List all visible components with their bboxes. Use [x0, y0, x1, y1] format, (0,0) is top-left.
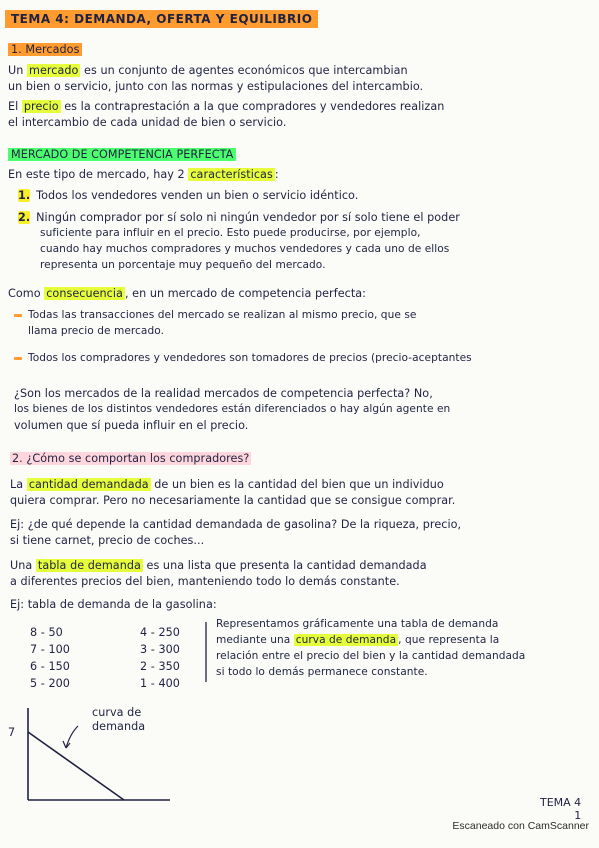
table-note-line3: relación entre el precio del bien y la cantidad demandada [216, 650, 526, 662]
perfect-item-2-line4: representa un porcentaje muy pequeño del mercado. [40, 259, 326, 271]
bullet-dash [14, 357, 22, 360]
highlight-mercado: mercado [29, 64, 79, 77]
perfect-heading [8, 148, 236, 161]
highlight-curva-de-demanda: curva de demanda [295, 634, 397, 646]
table-note-line2 [216, 634, 499, 647]
item-number: 1. [18, 189, 31, 202]
bottom-tema-marker [540, 796, 581, 822]
perfect-item-2-line2: suficiente para influir en el precio. Esto puede producirse, por ejemplo, [40, 227, 421, 239]
text-segment: Un [8, 64, 24, 77]
highlight-precio: precio [23, 100, 59, 113]
item-number: 2. [18, 211, 31, 224]
section2-p1-line1 [10, 478, 444, 491]
perfect-heading-text: MERCADO DE COMPETENCIA PERFECTA [8, 148, 236, 161]
demand-table-col1-row2: 7 - 100 [30, 643, 70, 656]
section2-p2-line1 [10, 559, 427, 572]
text-segment: , que representa la [398, 634, 500, 646]
demand-table-col1-row4: 5 - 200 [30, 677, 70, 690]
highlight-cantidad-demandada: cantidad demandada [28, 478, 149, 491]
text-segment: , en un mercado de competencia perfecta: [124, 287, 366, 300]
demand-curve-svg [0, 688, 180, 803]
demand-table-col1-row3: 6 - 150 [30, 660, 70, 673]
curve-label-line1: curva de [92, 706, 142, 719]
demand-curve-sketch [0, 688, 180, 803]
text-segment: Todos los vendedores venden un bien o servicio idéntico. [36, 189, 359, 202]
text-segment: : [274, 168, 279, 181]
example2-line: Ej: tabla de demanda de la gasolina: [10, 598, 217, 611]
text-segment: Todos los compradores y vendedores son tomadores de precios (precio-aceptantes [28, 352, 472, 364]
scanner-footer: Escaneado con CamScanner [452, 820, 589, 832]
question-line3: volumen que sí pueda influir en el precio. [14, 419, 249, 432]
section1-heading [8, 43, 82, 56]
y-tick-label: 7 [8, 726, 16, 739]
highlight-caracteristicas: características [190, 168, 273, 181]
section2-heading [10, 452, 251, 465]
bullet-1-line1 [14, 309, 416, 322]
table-note-line1: Representamos gráficamente una tabla de demanda [216, 618, 499, 630]
question-line1: ¿Son los mercados de la realidad mercados de competencia perfecta? No, [14, 387, 433, 400]
demand-table-col2-row1: 4 - 250 [140, 626, 180, 639]
section1-p2-line2: el intercambio de cada unidad de bien o servicio. [8, 116, 287, 129]
example1-line2: si tiene carnet, precio de coches... [10, 534, 205, 547]
perfect-item-1 [18, 189, 358, 202]
bottom-tema-page: 1 [574, 809, 582, 822]
demand-table-col2-row3: 2 - 350 [140, 660, 180, 673]
section2-p1-line2: quiera comprar. Pero no necesariamente la cantidad que se consigue comprar. [10, 494, 456, 507]
text-segment: Ningún comprador por sí solo ni ningún vendedor por sí solo tiene el poder [36, 211, 460, 224]
example1-line1: Ej: ¿de qué depende la cantidad demandada de gasolina? De la riqueza, precio, [10, 518, 462, 531]
bullet-2-line1 [14, 352, 472, 365]
consequence-line [8, 287, 366, 300]
section2-heading-text: 2. ¿Cómo se comportan los compradores? [12, 452, 250, 465]
section1-p1-line2: un bien o servicio, junto con las normas y estipulaciones del intercambio. [8, 80, 424, 93]
page-title: TEMA 4: DEMANDA, OFERTA Y EQUILIBRIO [5, 10, 318, 28]
demand-table-col2-row2: 3 - 300 [140, 643, 180, 656]
text-segment: Como [8, 287, 41, 300]
highlight-consecuencia: consecuencia [46, 287, 123, 300]
label-arrow [66, 726, 78, 748]
perfect-item-2-line1 [18, 211, 460, 224]
section1-p1-line1 [8, 64, 408, 77]
text-segment: La [10, 478, 24, 491]
section1-heading-text: 1. Mercados [8, 43, 82, 56]
table-divider [205, 622, 207, 682]
demand-table-col2-row4: 1 - 400 [140, 677, 180, 690]
perfect-intro [8, 168, 279, 181]
text-segment: El [8, 100, 19, 113]
text-segment: es un conjunto de agentes económicos que intercambian [84, 64, 408, 77]
demand-line [28, 732, 124, 800]
text-segment: de un bien es la cantidad del bien que un individuo [154, 478, 444, 491]
curve-label-line2: demanda [92, 720, 146, 733]
question-line2: los bienes de los distintos vendedores están diferenciados o hay algún agente en [14, 403, 451, 415]
text-segment: Una [10, 559, 33, 572]
demand-table-col1-row1: 8 - 50 [30, 626, 63, 639]
perfect-item-2-line3: cuando hay muchos compradores y muchos vendedores y cada uno de ellos [40, 243, 450, 255]
text-segment: es una lista que presenta la cantidad demandada [146, 559, 427, 572]
bottom-tema-label: TEMA 4 [540, 796, 582, 809]
text-segment: En este tipo de mercado, hay 2 [8, 168, 185, 181]
table-note-line4: si todo lo demás permanece constante. [216, 666, 428, 678]
bullet-1-line2: llama precio de mercado. [28, 325, 165, 337]
text-segment: Todas las transacciones del mercado se realizan al mismo precio, que se [28, 309, 417, 321]
section2-p2-line2: a diferentes precios del bien, manteniendo todo lo demás constante. [10, 575, 400, 588]
bullet-dash [14, 314, 22, 317]
text-segment: es la contraprestación a la que compradores y vendedores realizan [64, 100, 445, 113]
text-segment: mediante una [216, 634, 291, 646]
highlight-tabla-de-demanda: tabla de demanda [37, 559, 141, 572]
section1-p2-line1 [8, 100, 444, 113]
